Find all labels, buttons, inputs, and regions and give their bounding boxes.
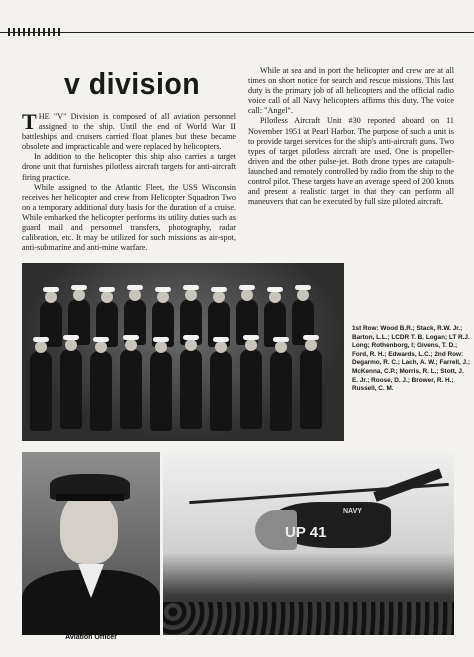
portrait-capband bbox=[56, 494, 124, 501]
right-column bbox=[248, 66, 454, 207]
left-paragraph-2: In addition to the helicopter this ship also carries a target drone unit that furnishes pilotless aircraft targets for anti-aircraft firing practice. bbox=[22, 152, 236, 182]
portrait-face bbox=[60, 492, 118, 564]
portrait-name: LCDR T. B. Logan bbox=[61, 625, 121, 632]
sailor-figure bbox=[270, 351, 292, 431]
left-paragraph-1-text: HE "V" Division is composed of all aviation personnel assigned to the ship. Until the end of World War II battleships and cruisers carried float planes but these became obsolete and impracticable and were replaced by helicopters. bbox=[22, 112, 236, 152]
deck-crowd bbox=[163, 602, 454, 635]
left-paragraph-1 bbox=[22, 109, 236, 152]
page-title: v division bbox=[64, 66, 201, 101]
right-paragraph-1: While at sea and in port the helicopter and crew are at all times on short notice for search and rescue missions. This last duty is the primary job of all helicopters and the official radio voice call of all Navy helicopters affirms this duty. The voice call: "Angel". bbox=[248, 66, 454, 116]
helicopter-photo bbox=[163, 452, 454, 635]
group-photo bbox=[22, 263, 344, 441]
sailor-figure bbox=[30, 351, 52, 431]
helicopter-marking: UP 41 bbox=[285, 524, 327, 541]
header-rule bbox=[0, 30, 474, 36]
portrait-caption bbox=[22, 625, 160, 642]
sailor-figure bbox=[90, 351, 112, 431]
sailor-figure bbox=[180, 349, 202, 429]
right-paragraph-2: Pilotless Aircraft Unit #30 reported aboard on 11 November 1951 at Pearl Harbor. The purpose of such a unit is to provide target services for the ship's anti-aircraft guns. Two types of target pilotless aircraft are used. One is propeller-driven and the other pulse-jet. Both drone types are catapult-launched and remotely controlled by radio from the ship to the control pilot. These targets have an average speed of 200 knots and present a realistic target in that they can perform all maneuvers that can be executed by full size piloted aircraft. bbox=[248, 116, 454, 207]
sailor-figure bbox=[240, 349, 262, 429]
sailor-figure bbox=[210, 351, 232, 431]
helicopter-navy-text: NAVY bbox=[343, 508, 362, 515]
dropcap: T bbox=[22, 109, 37, 134]
officer-portrait bbox=[22, 452, 160, 635]
group-photo-caption: 1st Row: Wood B.R.; Stack, R.W. Jr.; Barton, L.L.; LCDR T. B. Logan; LT R.J. Long; Rothenborg, I; Givens, T. D.; Ford, R. H.; Edwards, L.C.; 2nd Row: Degarmo, R. C.; Lach, A. W.; Farrell, J.; McKenna, C.P.; Morris, R. L.; Stott, J. E. Jr.; Roose, D. J.; Brower, R. H.; Russell, C. M. bbox=[352, 325, 471, 393]
portrait-role: Aviation Officer bbox=[65, 633, 117, 641]
left-paragraph-3: While assigned to the Atlantic Fleet, the USS Wisconsin receives her helicopter and crew from Helicopter Squadron Two on a temporary additional duty basis for the duration of a cruise. While embarked the helicopter performs its utility duties such as guard mail and personnel transfers, photography, radar calibration, etc. It may be utilized for such missions as air-spot, anti-submarine and anti-mine warfare. bbox=[22, 182, 236, 253]
sailor-figure bbox=[150, 351, 172, 431]
header-ornament bbox=[8, 28, 62, 36]
header-rule-line bbox=[0, 32, 474, 33]
sailor-figure bbox=[60, 349, 82, 429]
left-column bbox=[22, 109, 236, 253]
sailor-figure bbox=[120, 349, 142, 429]
sailor-figure bbox=[300, 349, 322, 429]
